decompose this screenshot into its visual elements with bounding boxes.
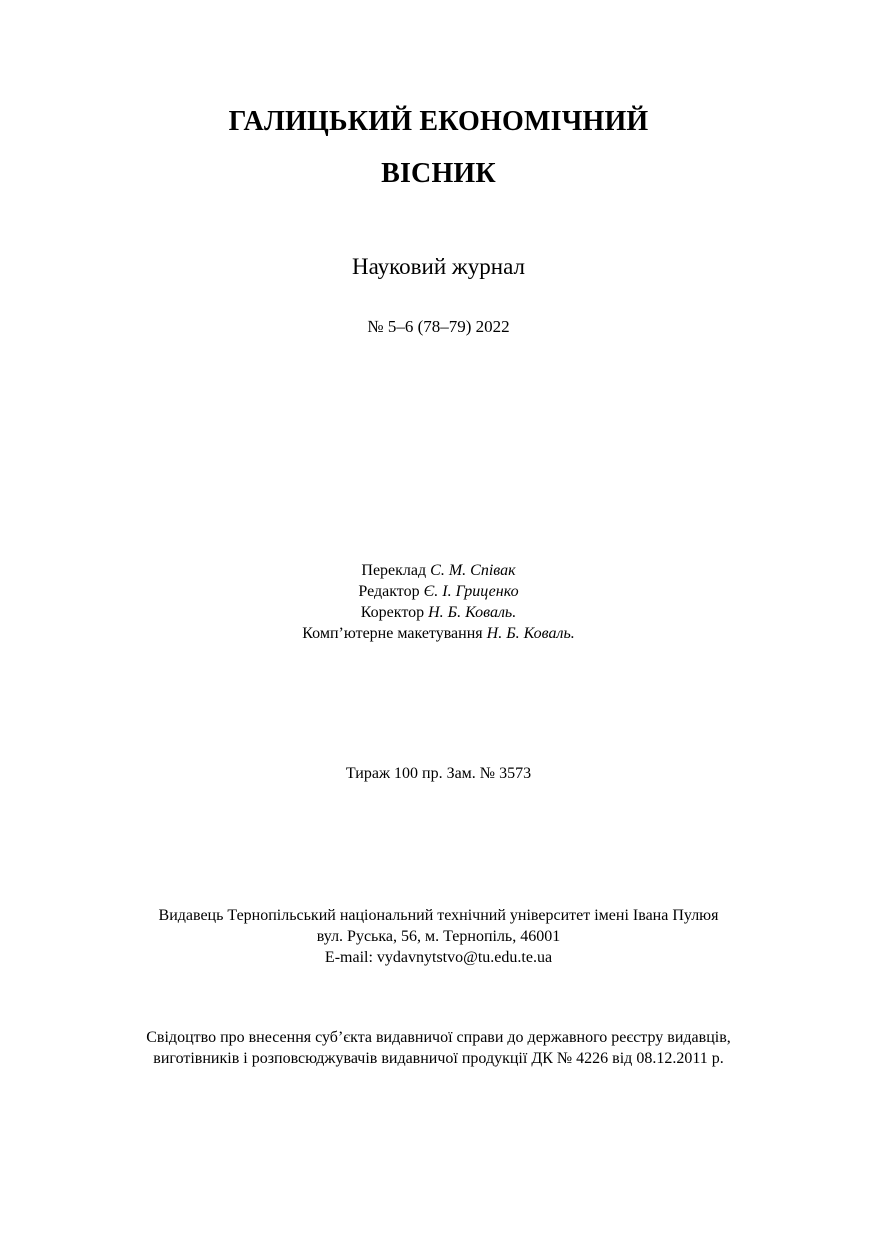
credit-translation [0,560,877,581]
credit-person: С. М. Співак [430,562,516,579]
print-run: Тираж 100 пр. Зам. № 3573 [345,765,532,782]
credit-role: Коректор [360,604,425,621]
journal-title-line1: ГАЛИЦЬКИЙ ЕКОНОМІЧНИЙ [228,106,649,137]
certificate-line1: Свідоцтво про внесення суб’єкта видавничої справи до державного реєстру видавців, [146,1029,731,1046]
credit-person: Н. Б. Коваль. [428,604,517,621]
credit-layout [0,623,877,644]
credit-editor [0,581,877,602]
publisher-name: Видавець Тернопільський національний технічний університет імені Івана Пулюя [158,907,719,924]
publisher-address: вул. Руська, 56, м. Тернопіль, 46001 [316,928,561,945]
credit-person: Н. Б. Коваль. [486,625,575,642]
credit-proofreader [0,602,877,623]
journal-title-line2: ВІСНИК [381,158,496,189]
publisher-email: E-mail: vydavnytstvo@tu.edu.te.ua [324,949,553,966]
credit-role: Редактор [358,583,420,600]
certificate-line2: виготівників і розповсюджувачів видавничої продукції ДК № 4226 від 08.12.2011 р. [153,1050,724,1067]
credit-role: Переклад [361,562,427,579]
journal-subtitle: Науковий журнал [352,254,525,279]
issue-number: № 5–6 (78–79) 2022 [367,317,510,336]
credit-role: Комп’ютерне макетування [302,625,483,642]
credit-person: Є. І. Гриценко [423,583,519,600]
